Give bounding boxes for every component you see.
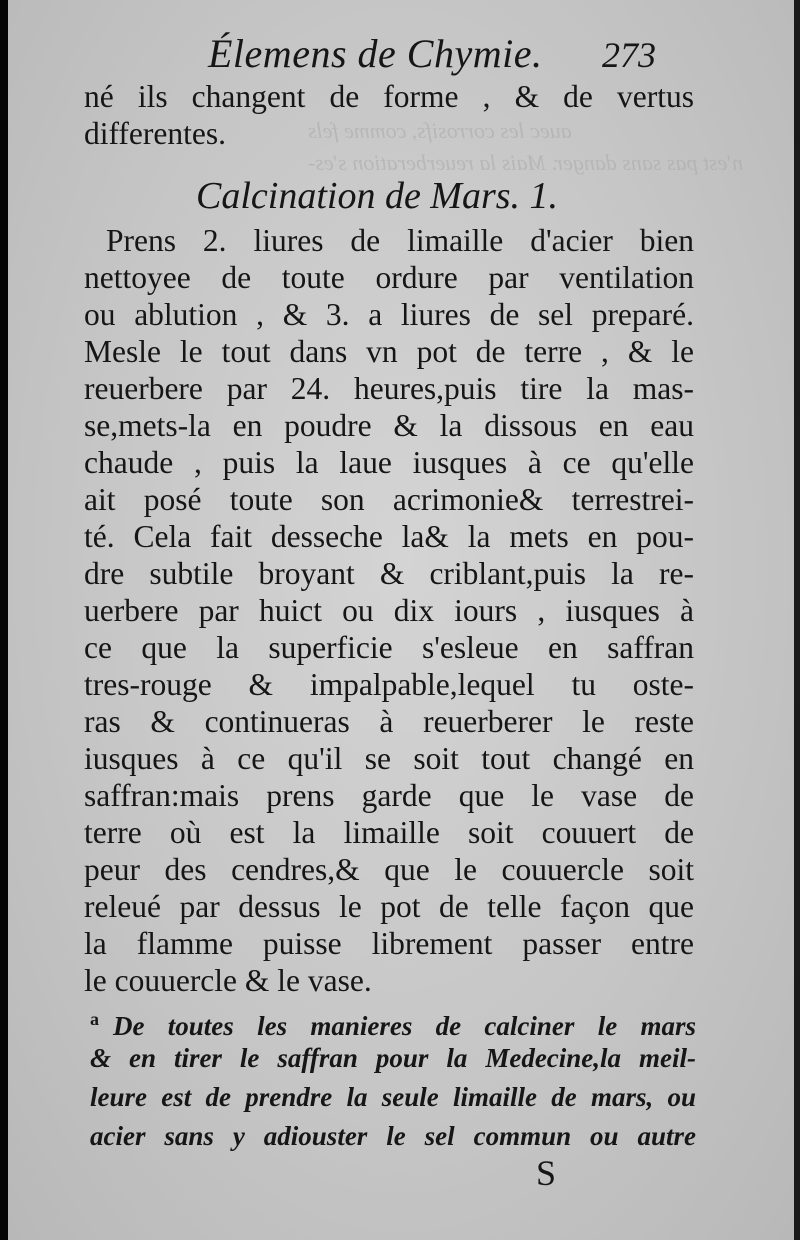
signature-mark: S xyxy=(536,1153,557,1193)
text-line: ce que la superficie s'esleue en saffran xyxy=(84,630,694,665)
text-line: la flamme puisse librement passer entre xyxy=(84,926,694,961)
body-text xyxy=(84,222,694,999)
note-line-text: De toutes les manieres de calciner le mars xyxy=(113,1011,696,1041)
note-line xyxy=(90,1000,696,1039)
text-line: ait posé toute son acrimonie& terrestrei- xyxy=(84,482,694,517)
book-page xyxy=(8,0,794,1240)
running-header xyxy=(8,30,794,80)
text-line: nettoyee de toute ordure par ventilation xyxy=(84,260,694,295)
note-line: acier sans y adiouster le sel commun ou autre xyxy=(90,1121,696,1151)
note-marker: a xyxy=(90,1009,99,1029)
text-line: té. Cela fait desseche la& la mets en pou- xyxy=(84,519,694,554)
text-line: saffran:mais prens garde que le vase de xyxy=(84,778,694,813)
text-line: tres-rouge & impalpable,lequel tu oste- xyxy=(84,667,694,702)
page-number: 273 xyxy=(602,35,656,75)
note-line: & en tirer le saffran pour la Medecine,la meil- xyxy=(90,1043,696,1073)
text-line: peur des cendres,& que le couuercle soit xyxy=(84,852,694,887)
text-line: ras & continueras à reuerberer le reste xyxy=(84,704,694,739)
section-heading: Calcination de Mars. 1. xyxy=(196,175,559,217)
text-line: reuerbere par 24. heures,puis tire la mas- xyxy=(84,371,694,406)
text-line: iusques à ce qu'il se soit tout changé en xyxy=(84,741,694,776)
text-line: né ils changent de forme , & de vertus xyxy=(84,79,694,114)
show-through-text: auec les corrosifs, comme fels xyxy=(308,118,572,143)
text-line: dre subtile broyant & criblant,puis la re- xyxy=(84,556,694,591)
marginal-note xyxy=(90,1000,696,1156)
text-line: Prens 2. liures de limaille d'acier bien xyxy=(106,223,694,258)
text-line: se,mets-la en poudre & la dissous en eau xyxy=(84,408,694,443)
text-line: Mesle le tout dans vn pot de terre , & le xyxy=(84,334,694,369)
text-line: differentes. xyxy=(84,116,226,151)
text-line: ou ablution , & 3. a liures de sel preparé. xyxy=(84,297,694,332)
note-line: leure est de prendre la seule limaille de mars, ou xyxy=(90,1082,696,1112)
text-line: chaude , puis la laue iusques à ce qu'elle xyxy=(84,445,694,480)
show-through-text: n'est pas sans danger. Mais la reuerberation s'es- xyxy=(308,150,744,175)
text-line: terre où est la limaille soit couuert de xyxy=(84,815,694,850)
text-line: uerbere par huict ou dix iours , iusques à xyxy=(84,593,694,628)
page-left-shadow xyxy=(0,0,8,1240)
text-line: releué par dessus le pot de telle façon que xyxy=(84,889,694,924)
text-line: le couuercle & le vase. xyxy=(84,963,372,998)
intro-text xyxy=(84,78,694,152)
running-title: Élemens de Chymie. xyxy=(208,31,543,76)
